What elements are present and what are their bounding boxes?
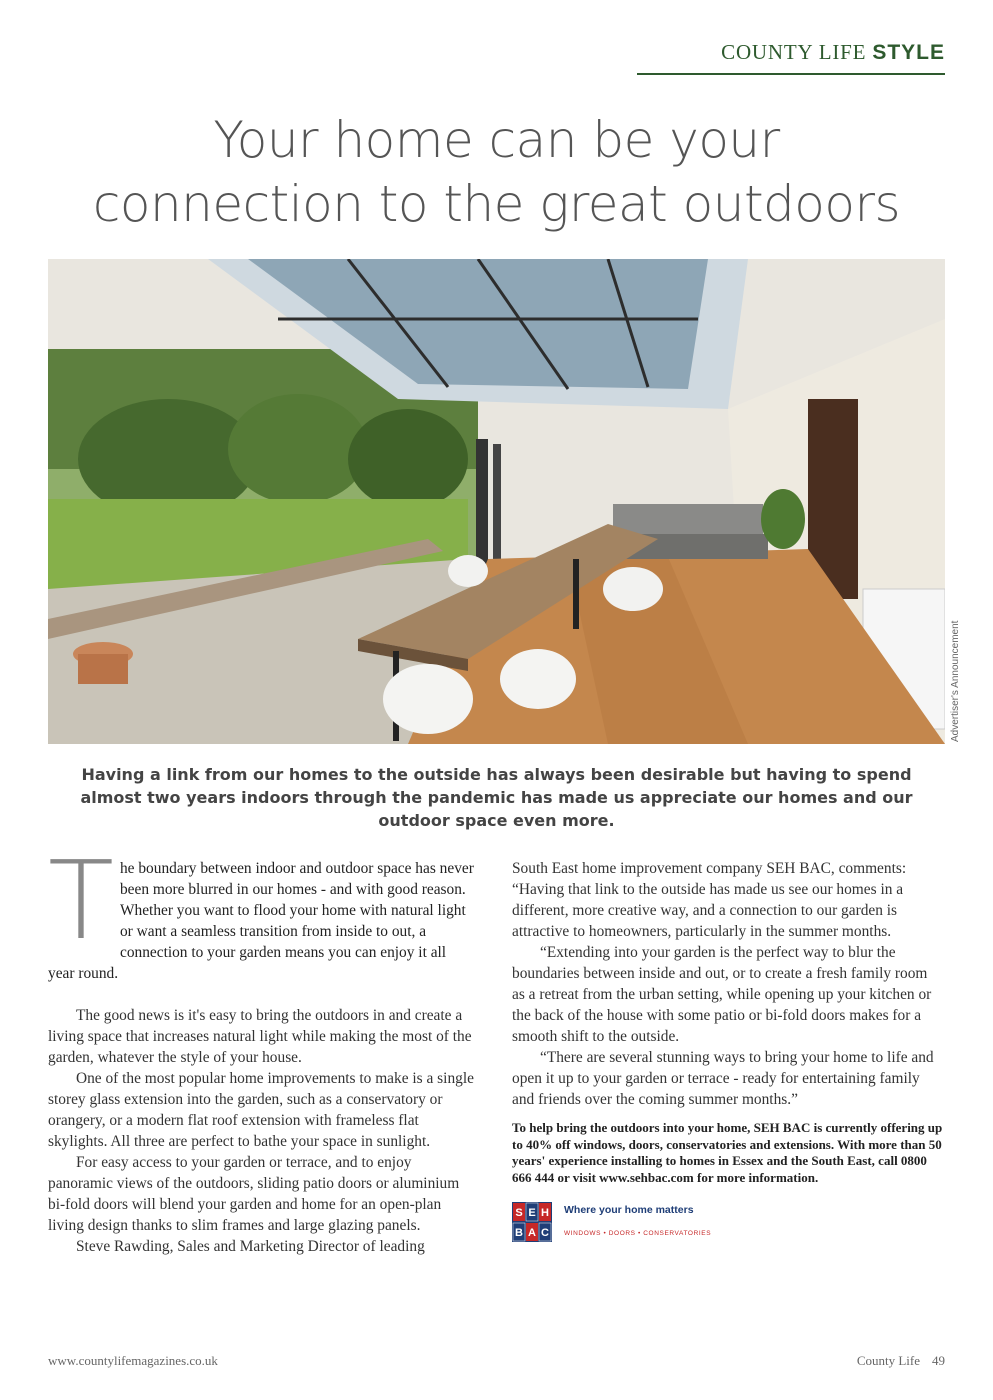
conservatory-photo [48, 259, 945, 744]
lead-paragraph [48, 839, 476, 984]
headline-line-2: connection to the great outdoors [92, 175, 901, 233]
section-header-bold: STYLE [872, 41, 945, 64]
seh-bac-logo-mark [512, 1202, 552, 1242]
headline-line-1: Your home can be your [213, 111, 780, 169]
footer-right [857, 1353, 945, 1369]
svg-text:C: C [541, 1227, 549, 1239]
advertiser-announcement-label: Advertiser's Announcement [950, 620, 961, 742]
seh-bac-logo [512, 1200, 944, 1244]
section-header [637, 40, 945, 75]
body-paragraph-3: For easy access to your garden or terrace, and to enjoy panoramic views of the outdoors, sliding patio doors or aluminium bi-fold doors will blend your garden and home for an open-plan living design thanks to slim frames and large glazing panels. [48, 1154, 460, 1234]
lead-text: he boundary between indoor and outdoor space has never been more blurred in our homes - and with good reason. Whether you want to flood your home with natural light or want a seamless transition from inside to out, a connection to your garden means you can enjoy it all year round. [48, 860, 474, 982]
logo-subline: WINDOWS • DOORS • CONSERVATORIES [564, 1230, 712, 1237]
offer-paragraph: To help bring the outdoors into your home, SEH BAC is currently offering up to 40% off windows, doors, conservatories and extensions. With more than 50 years' experience installing to homes in Essex and the South East, call 0800 666 444 or visit www.sehbac.com for more information. [512, 1120, 943, 1185]
body-paragraph-7: “There are several stunning ways to bring your home to life and open it up to your garden or terrace - ready for entertaining family and friends over the coming summer months.” [512, 1049, 934, 1108]
body-paragraph-6: “Extending into your garden is the perfect way to blur the boundaries between inside and out, or to create a fresh family room as a retreat from the urban setting, while opening up your kitchen or the back of the house with some patio or bi-fold doors makes for a smooth shift to the outside. [512, 944, 932, 1045]
svg-text:S: S [515, 1207, 523, 1219]
svg-text:A: A [528, 1227, 536, 1239]
article-column-left [48, 839, 476, 1257]
article-column-right [512, 858, 944, 1244]
body-paragraph-1: The good news is it's easy to bring the outdoors in and create a living space that increases natural light while making the most of the garden, whatever the style of your house. [48, 1007, 472, 1066]
footer-website: www.countylifemagazines.co.uk [48, 1353, 218, 1368]
body-paragraph-2: One of the most popular home improvements to make is a single storey glass extension into the garden, such as a conservatory or orangery, or a modern flat roof extension with frameless flat skylights. All three are perfect to bathe your space in sunlight. [48, 1070, 474, 1150]
svg-text:E: E [528, 1207, 536, 1219]
footer-magazine-name: County Life [856, 1353, 920, 1368]
section-header-main: COUNTY LIFE [721, 40, 867, 64]
logo-tagline: Where your home matters [564, 1204, 694, 1216]
drop-cap: T [48, 839, 114, 964]
body-paragraph-4: Steve Rawding, Sales and Marketing Director of leading [76, 1238, 425, 1255]
svg-text:H: H [541, 1207, 549, 1219]
svg-text:B: B [515, 1227, 523, 1239]
standfirst: Having a link from our homes to the outside has always been desirable but having to spend almost two years indoors through the pandemic has made us appreciate our homes and our outdoor space even more. [80, 765, 913, 830]
logo-text [564, 1200, 711, 1244]
body-paragraph-5: South East home improvement company SEH BAC, comments: “Having that link to the outside has made us see our homes in a different, more creative way, and a connection to our garden is attractive to homeowners, particularly in the summer months. [512, 860, 907, 940]
article-headline [40, 108, 953, 236]
page-number: 49 [932, 1353, 945, 1368]
